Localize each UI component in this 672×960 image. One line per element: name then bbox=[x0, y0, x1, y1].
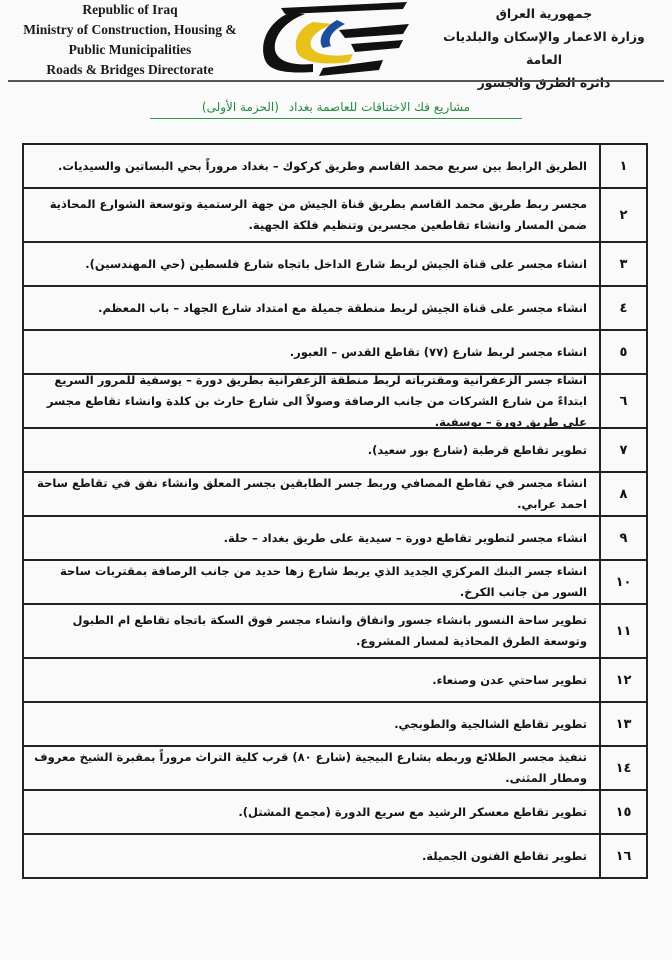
project-row bbox=[24, 287, 646, 331]
project-description bbox=[24, 473, 599, 515]
en-ministry-cont: Public Municipalities bbox=[68, 42, 192, 57]
project-description-text: تطوير ساحتي عدن وصنعاء. bbox=[432, 672, 587, 687]
project-description-text: انشاء مجسر لربط شارع (٧٧) تقاطع القدس – العبور. bbox=[289, 344, 587, 359]
project-description-text: انشاء مجسر على قناة الجيش لربط منطقة جميلة مع امتداد شارع الجهاد – باب المعظم. bbox=[98, 300, 587, 315]
project-row bbox=[24, 747, 646, 791]
en-country: Republic of Iraq bbox=[82, 2, 178, 17]
letterhead bbox=[0, 0, 672, 90]
ar-ministry: وزارة الاعمار والإسكان والبلديات العامة bbox=[443, 29, 645, 67]
project-number: ٨ bbox=[599, 473, 646, 515]
project-description bbox=[24, 372, 599, 429]
project-description bbox=[24, 835, 599, 877]
project-description bbox=[24, 791, 599, 833]
project-description-text: انشاء مجسر لتطوير تقاطع دورة – سيدية على طريق بغداد – حلة. bbox=[223, 530, 587, 545]
project-description-text: تطوير تقاطع قرطبة (شارع بور سعيد). bbox=[367, 442, 587, 457]
en-directorate: Roads & Bridges Directorate bbox=[46, 62, 214, 77]
project-row bbox=[24, 372, 646, 429]
project-description bbox=[24, 189, 599, 241]
project-description-text: تطوير تقاطع الشالجية والطوبجي. bbox=[394, 716, 587, 731]
project-description bbox=[24, 429, 599, 471]
project-number: ٦ bbox=[599, 375, 646, 427]
project-row bbox=[24, 243, 646, 287]
subtitle-note: (الحزمة الأولى) bbox=[201, 100, 279, 114]
project-number: ١٤ bbox=[599, 747, 646, 789]
project-description-text: انشاء مجسر في تقاطع المصافي وربط جسر الطابقين بجسر المعلق وانشاء نفق في تقاطع ساحة احمد عرابي. bbox=[37, 476, 587, 511]
project-row bbox=[24, 145, 646, 189]
project-number: ١٣ bbox=[599, 703, 646, 745]
project-description bbox=[24, 243, 599, 285]
subtitle-text: مشاريع فك الاختناقات للعاصمة بغداد bbox=[288, 100, 471, 114]
project-row bbox=[24, 189, 646, 243]
directorate-logo-icon bbox=[253, 0, 411, 78]
project-number: ٤ bbox=[599, 287, 646, 329]
project-number: ١٢ bbox=[599, 659, 646, 701]
project-description-text: تطوير ساحة النسور بانشاء جسور وانفاق وانشاء مجسر فوق السكة باتجاه تقاطع ام الطبول وتوسعة الطرق المحاذية لمسار المشروع. bbox=[72, 613, 587, 648]
project-row bbox=[24, 473, 646, 517]
project-description-text: انشاء جسر الزعفرانية ومقترباته لربط منطقة الزعفرانية بطريق دورة – يوسفية للمرور السريع ابتداءً من شارع الشركات من جانب الرصافة وصولاً الى شارع حارث بن كلدة وانشاء تقاطع مجسر على طريق دورة – يوسفية. bbox=[46, 372, 587, 429]
project-number: ٥ bbox=[599, 331, 646, 373]
project-description bbox=[24, 703, 599, 745]
project-row bbox=[24, 659, 646, 703]
project-row bbox=[24, 331, 646, 375]
project-row bbox=[24, 835, 646, 879]
header-divider bbox=[8, 80, 664, 82]
project-number: ٢ bbox=[599, 189, 646, 241]
projects-table bbox=[22, 143, 648, 879]
project-row bbox=[24, 517, 646, 561]
project-description-text: مجسر ربط طريق محمد القاسم بطريق قناة الجيش من جهة الرستمية وتوسعة الشوارع المحاذية ضمن المسار وانشاء تقاطعين مجسرين وتنظيم فلكة الجهية. bbox=[49, 197, 587, 232]
project-number: ١ bbox=[599, 145, 646, 187]
project-number: ٣ bbox=[599, 243, 646, 285]
project-number: ١٥ bbox=[599, 791, 646, 833]
ar-directorate: دائرة الطرق والجسور bbox=[477, 75, 611, 90]
ar-country: جمهورية العراق bbox=[495, 6, 593, 21]
project-number: ١٦ bbox=[599, 835, 646, 877]
project-description bbox=[24, 561, 599, 603]
project-description-text: الطريق الرابط بين سريع محمد القاسم وطريق كركوك – بغداد مروراً بحي البساتين والسيديات. bbox=[58, 158, 587, 173]
project-description-text: انشاء مجسر على قناة الجيش لربط شارع الداخل باتجاه شارع فلسطين (حي المهندسين). bbox=[85, 256, 587, 271]
project-description-text: تطوير تقاطع معسكر الرشيد مع سريع الدورة (مجمع المشتل). bbox=[238, 804, 587, 819]
letterhead-english bbox=[10, 0, 250, 80]
project-row bbox=[24, 561, 646, 605]
project-number: ٩ bbox=[599, 517, 646, 559]
project-description bbox=[24, 287, 599, 329]
project-row bbox=[24, 791, 646, 835]
project-description-text: انشاء جسر البنك المركزي الجديد الذي يربط شارع زها حديد من جانب الرصافة بمقتربات ساحة السور من جانب الكرخ. bbox=[60, 564, 587, 599]
project-description bbox=[24, 605, 599, 657]
project-description bbox=[24, 331, 599, 373]
document-subtitle bbox=[150, 96, 522, 119]
project-description bbox=[24, 747, 599, 789]
project-description bbox=[24, 145, 599, 187]
project-number: ١٠ bbox=[599, 561, 646, 603]
project-row bbox=[24, 429, 646, 473]
project-number: ١١ bbox=[599, 605, 646, 657]
project-description bbox=[24, 517, 599, 559]
project-row bbox=[24, 703, 646, 747]
en-ministry: Ministry of Construction, Housing & bbox=[23, 22, 237, 37]
project-description-text: تطوير تقاطع الفنون الجميلة. bbox=[421, 848, 587, 863]
project-description-text: تنفيذ مجسر الطلائع وربطه بشارع البيجية (شارع ٨٠) قرب كلية التراث مروراً بمقبرة الشيخ معروف ومطار المثنى. bbox=[34, 750, 587, 785]
project-number: ٧ bbox=[599, 429, 646, 471]
project-description bbox=[24, 659, 599, 701]
project-row bbox=[24, 605, 646, 659]
